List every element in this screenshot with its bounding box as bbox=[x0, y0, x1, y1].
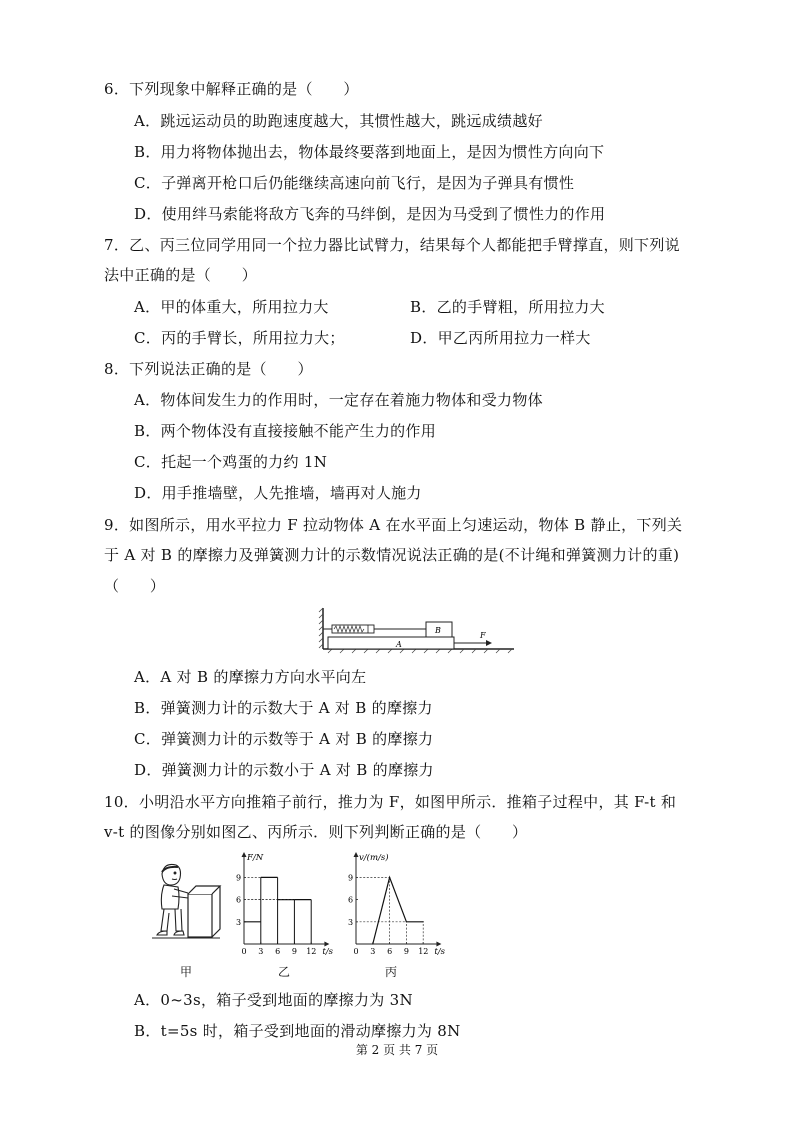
y-axis-arrow bbox=[242, 852, 247, 857]
x-tick-label: 3 bbox=[370, 947, 376, 956]
q9-option-c: C．弹簧测力计的示数等于 A 对 B 的摩擦力 bbox=[134, 730, 434, 748]
y-axis-label: F/N bbox=[247, 853, 264, 863]
caption-yi: 乙 bbox=[278, 965, 291, 979]
y-tick-label: 6 bbox=[348, 895, 354, 905]
x-axis-label: t/s bbox=[322, 947, 334, 957]
x-axis-arrow bbox=[324, 942, 329, 947]
x-axis-label: t/s bbox=[434, 947, 446, 957]
velocity-point bbox=[389, 877, 390, 878]
caption-jia: 甲 bbox=[180, 965, 193, 979]
q7-stem-line1: 7．乙、丙三位同学用同一个拉力器比试臂力，结果每个人都能把手臂撑直，则下列说 bbox=[104, 236, 680, 254]
block-a-label: A bbox=[396, 640, 402, 649]
q6-stem: 6．下列现象中解释正确的是（ ） bbox=[104, 80, 359, 98]
x-tick-label: 6 bbox=[387, 947, 393, 956]
boy-pushing-box-figure bbox=[148, 858, 220, 948]
q8-option-c: C．托起一个鸡蛋的力约 1N bbox=[134, 453, 328, 471]
q7-stem-line2: 法中正确的是（ ） bbox=[104, 266, 258, 284]
q9-option-d: D．弹簧测力计的示数小于 A 对 B 的摩擦力 bbox=[134, 761, 434, 779]
box bbox=[188, 886, 220, 937]
x-tick-label: 9 bbox=[291, 947, 297, 956]
q6-option-d: D．使用绊马索能将敌方飞奔的马绊倒，是因为马受到了惯性力的作用 bbox=[134, 205, 606, 223]
x-tick-label: 12 bbox=[306, 947, 317, 956]
x-tick-label: 0 bbox=[241, 947, 247, 956]
q7-option-a: A．甲的体重大，所用拉力大 bbox=[134, 298, 329, 316]
wall bbox=[319, 608, 323, 649]
velocity-series-line bbox=[373, 877, 423, 944]
q8-option-d: D．用手推墙壁，人先推墙，墙再对人施力 bbox=[134, 484, 422, 502]
q8-option-a: A．物体间发生力的作用时，一定存在着施力物体和受力物体 bbox=[134, 391, 543, 409]
velocity-time-chart bbox=[338, 848, 450, 958]
force-label: F bbox=[480, 631, 486, 640]
q7-option-b: B．乙的手臂粗，所用拉力大 bbox=[410, 298, 605, 316]
q10-stem-line1: 10．小明沿水平方向推箱子前行，推力为 F，如图甲所示．推箱子过程中，其 F-t 和 bbox=[104, 793, 677, 811]
y-tick-label: 9 bbox=[348, 873, 354, 883]
q7-option-c: C．丙的手臂长，所用拉力大； bbox=[134, 329, 345, 347]
x-tick-label: 6 bbox=[275, 947, 281, 956]
x-tick-label: 0 bbox=[353, 947, 359, 956]
q9-stem-line2: 于 A 对 B 的摩擦力及弹簧测力计的示数情况说法正确的是(不计绳和弹簧测力计的重) bbox=[104, 546, 680, 564]
velocity-point bbox=[406, 921, 407, 922]
q6-option-c: C．子弹离开枪口后仍能继续高速向前飞行，是因为子弹具有惯性 bbox=[134, 174, 575, 192]
q10-option-b: B．t=5s 时，箱子受到地面的滑动摩擦力为 8N bbox=[134, 1022, 461, 1040]
block-a bbox=[328, 637, 454, 649]
y-tick-label: 6 bbox=[236, 895, 242, 905]
force-time-chart bbox=[226, 848, 334, 958]
q7-option-d: D．甲乙丙所用拉力一样大 bbox=[410, 329, 591, 347]
floor bbox=[323, 649, 514, 653]
x-tick-label: 3 bbox=[258, 947, 264, 956]
q10-stem-line2: v-t 的图像分别如图乙、丙所示．则下列判断正确的是（ ） bbox=[104, 823, 528, 841]
block-b-label: B bbox=[435, 626, 441, 635]
q9-friction-figure bbox=[318, 604, 518, 654]
spring-scale bbox=[323, 625, 426, 633]
x-tick-label: 12 bbox=[418, 947, 429, 956]
q6-option-a: A．跳远运动员的助跑速度越大，其惯性越大，跳远成绩越好 bbox=[134, 112, 543, 130]
y-tick-label: 9 bbox=[236, 873, 242, 883]
q9-option-a: A．A 对 B 的摩擦力方向水平向左 bbox=[134, 668, 367, 686]
y-tick-label: 3 bbox=[348, 917, 354, 927]
pull-force-arrow bbox=[454, 640, 492, 646]
q9-stem-line1: 9．如图所示，用水平拉力 F 拉动物体 A 在水平面上匀速运动，物体 B 静止，下列关 bbox=[104, 516, 683, 534]
q10-option-a: A．0~3s，箱子受到地面的摩擦力为 3N bbox=[134, 991, 413, 1009]
q9-option-b: B．弹簧测力计的示数大于 A 对 B 的摩擦力 bbox=[134, 699, 433, 717]
page-footer: 第 2 页 共 7 页 bbox=[355, 1043, 439, 1057]
y-axis-label: v/(m/s) bbox=[359, 853, 389, 863]
x-tick-label: 9 bbox=[403, 947, 409, 956]
y-axis-arrow bbox=[354, 852, 359, 857]
y-tick-label: 3 bbox=[236, 917, 242, 927]
x-axis-arrow bbox=[436, 942, 441, 947]
velocity-point bbox=[423, 921, 424, 922]
q6-option-b: B．用力将物体抛出去，物体最终要落到地面上，是因为惯性方向向下 bbox=[134, 143, 605, 161]
q8-option-b: B．两个物体没有直接接触不能产生力的作用 bbox=[134, 422, 437, 440]
q8-stem: 8．下列说法正确的是（ ） bbox=[104, 360, 313, 378]
q9-stem-line3: （ ） bbox=[104, 577, 166, 595]
caption-bing: 丙 bbox=[385, 965, 398, 979]
velocity-point bbox=[372, 943, 373, 944]
